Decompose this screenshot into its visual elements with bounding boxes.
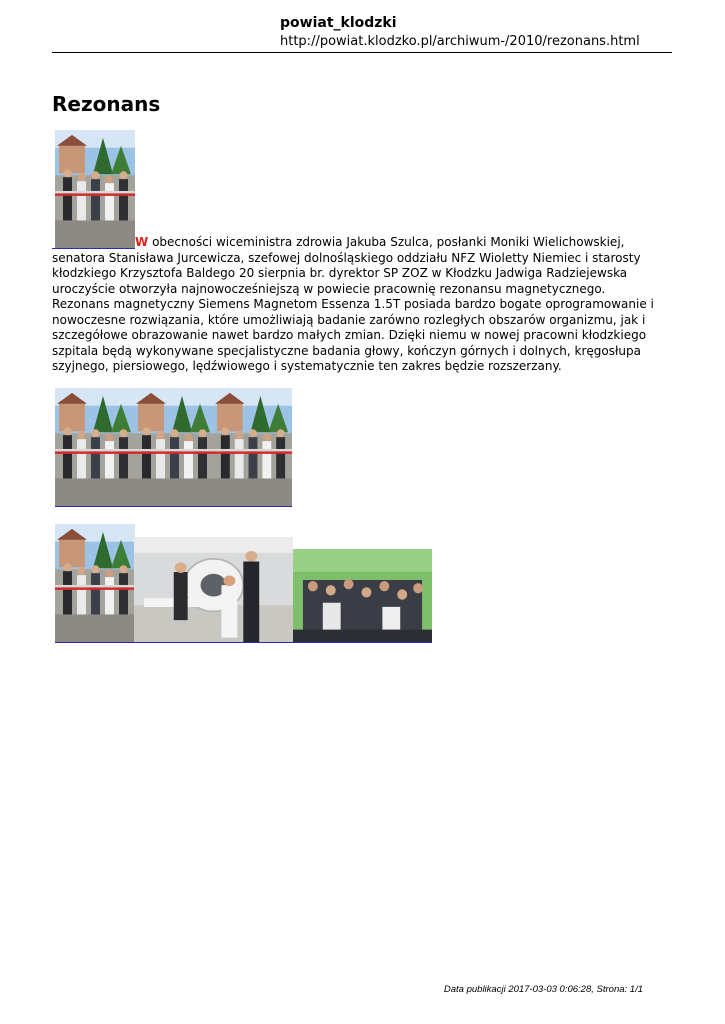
site-name: powiat_klodzki xyxy=(280,15,397,31)
article-line-4: uroczyście otworzyła najnowocześniejszą w powiecie pracownię rezonansu magnetycznego. xyxy=(52,281,606,296)
gallery-photo-4[interactable] xyxy=(55,524,135,642)
article-line-6: nowoczesne rozwiązania, które umożliwiają badanie zarówno rozległych obszarów organizmu, jak i xyxy=(52,312,646,327)
gallery-image-1 xyxy=(55,388,135,506)
drop-cap: W xyxy=(135,235,149,249)
publication-footer: Data publikacji 2017-03-03 0:06:28, Strona: 1/1 xyxy=(443,984,643,995)
article-title: Rezonans xyxy=(52,92,161,116)
article-body xyxy=(52,235,672,375)
gallery-photo-3[interactable] xyxy=(213,388,292,506)
gallery-image-6 xyxy=(293,549,432,642)
document-header xyxy=(280,15,640,50)
article-line-1: W obecności wiceministra zdrowia Jakuba Szulca, posłanki Moniki Wielichowskiej, xyxy=(135,235,625,249)
gallery-image-2 xyxy=(134,388,214,506)
gallery-photo-2[interactable] xyxy=(134,388,214,506)
gallery-image-4 xyxy=(55,524,135,642)
gallery-image-3 xyxy=(213,388,292,506)
gallery-photo-6[interactable] xyxy=(293,549,432,642)
gallery-row-2-underline xyxy=(55,642,432,643)
gallery-row-1-underline xyxy=(55,506,292,507)
gallery-image-5 xyxy=(134,537,293,642)
gallery-photo-1[interactable] xyxy=(55,388,135,506)
gallery-photo-5[interactable] xyxy=(134,537,293,642)
article-line-9: szyjnego, piersiowego, lędźwiowego i systematycznie ten zakres będzie rozszerzany. xyxy=(52,359,562,373)
source-url[interactable]: http://powiat.klodzko.pl/archiwum-/2010/rezonans.html xyxy=(280,34,640,49)
article-line-7: szczegółowe obrazowanie nawet bardzo małych zmian. Dzięki niemu w nowej pracowni kłodzkiego xyxy=(52,328,647,342)
article-line-8: szpitala będą wykonywane specjalistyczne badania głowy, kończyn górnych i dolnych, kręgosłupa xyxy=(52,343,641,358)
lead-photo xyxy=(55,130,135,248)
header-divider xyxy=(52,52,672,53)
article-line-2: senatora Stanisława Jurcewicza, szefowej dolnośląskiego oddziału NFZ Wioletty Niemiec i starosty xyxy=(52,250,641,265)
lead-photo-link[interactable] xyxy=(55,130,135,248)
article-line-5: Rezonans magnetyczny Siemens Magnetom Essenza 1.5T posiada bardzo bogate oprogramowanie i xyxy=(52,297,654,311)
article-line-3: kłodzkiego Krzysztofa Baldego 20 sierpnia br. dyrektor SP ZOZ w Kłodzku Jadwiga Radziejewska xyxy=(52,266,628,280)
